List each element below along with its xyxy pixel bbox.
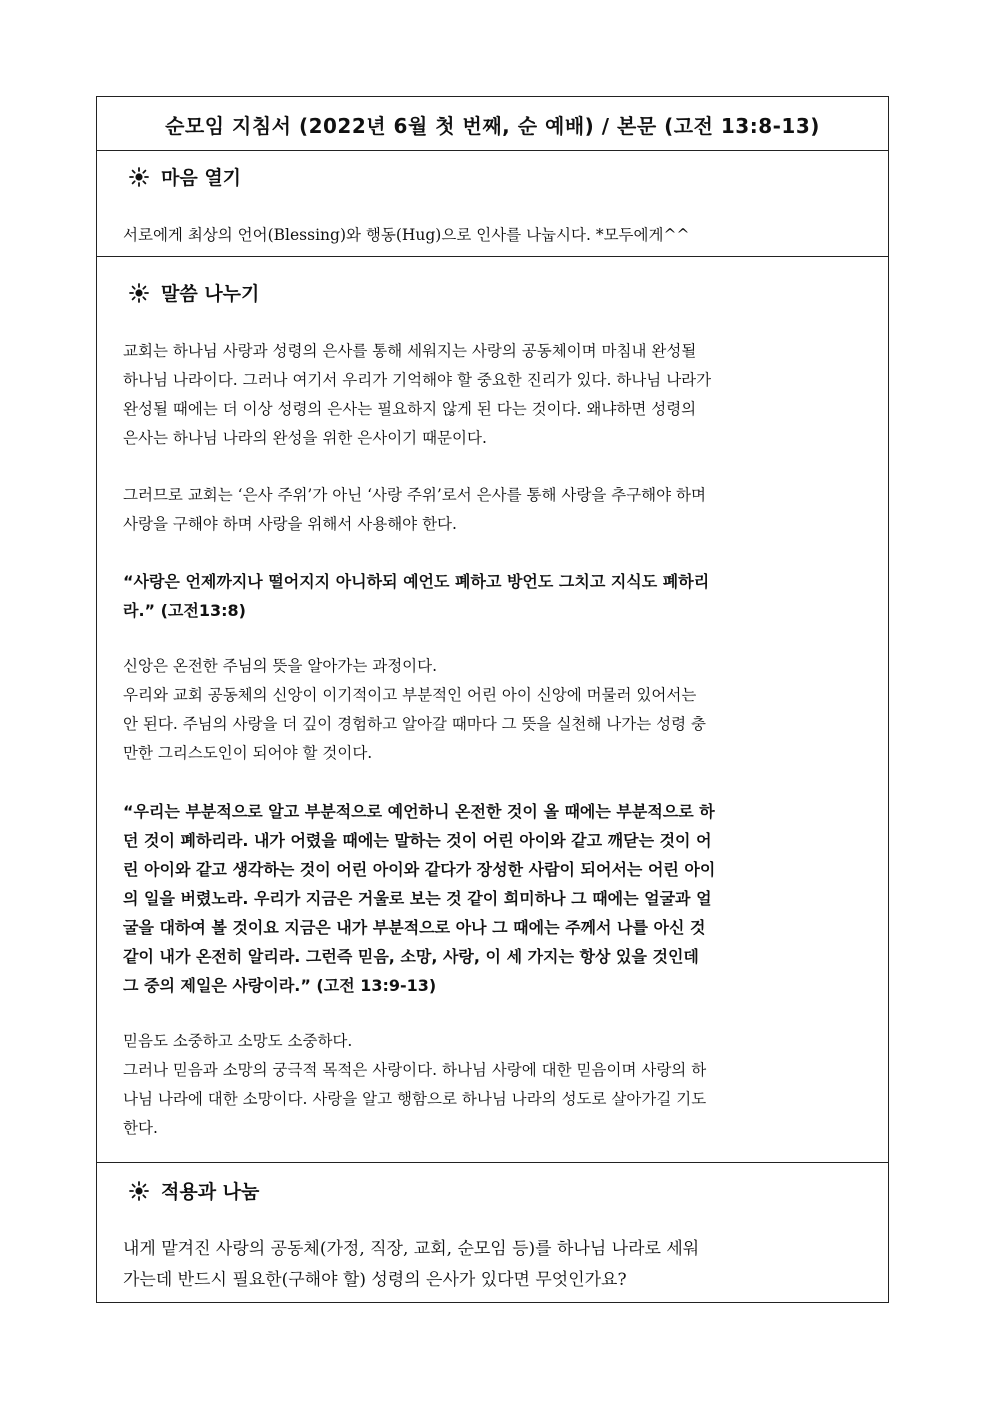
text-line: 만한 그리스도인이 되어야 할 것이다. [123, 744, 373, 762]
text-line: 은사는 하나님 나라의 완성을 위한 은사이기 때문이다. [123, 429, 487, 447]
section-heading-label: 말씀 나누기 [161, 283, 260, 305]
text-line: 완성될 때에는 더 이상 성령의 은사는 필요하지 않게 된 다는 것이다. 왜냐하면 성령의 [123, 400, 697, 418]
section-heading-label: 마음 열기 [161, 167, 242, 189]
document-title: 순모임 지침서 (2022년 6월 첫 번째, 순 예배) / 본문 (고전 13:8-13) [165, 114, 820, 138]
divider [97, 256, 888, 257]
word-paragraph-2 [123, 481, 862, 539]
text-line: 내게 맡겨진 사랑의 공동체(가정, 직장, 교회, 순모임 등)를 하나님 나라로 세워 [123, 1239, 700, 1259]
text-line: 나님 나라에 대한 소망이다. 사랑을 알고 행함으로 하나님 나라의 성도로 살아가길 기도 [123, 1090, 707, 1108]
text-line: 그러나 믿음과 소망의 궁극적 목적은 사랑이다. 하나님 사랑에 대한 믿음이며 사랑의 하 [123, 1061, 707, 1079]
text-line: “사랑은 언제까지나 떨어지지 아니하되 예언도 폐하고 방언도 그치고 지식도 폐하리 [123, 572, 710, 591]
text-line: 가는데 반드시 필요한(구해야 할) 성령의 은사가 있다면 무엇인가요? [123, 1270, 627, 1290]
section-heading-label: 적용과 나눔 [161, 1181, 260, 1203]
open-text: 서로에게 최상의 언어(Blessing)와 행동(Hug)으로 인사를 나눕시다. *모두에게^^ [123, 226, 690, 244]
text-line: “우리는 부분적으로 알고 부분적으로 예언하니 온전한 것이 올 때에는 부분적으로 하 [123, 802, 715, 821]
text-line: 믿음도 소중하고 소망도 소중하다. [123, 1032, 353, 1050]
text-line: 굴을 대하여 볼 것이요 지금은 내가 부분적으로 아나 그 때에는 주께서 나를 아신 것 [123, 918, 706, 937]
document-box [96, 96, 889, 1303]
text-line: 던 것이 폐하리라. 내가 어렸을 때에는 말하는 것이 어린 아이와 같고 깨닫는 것이 어 [123, 831, 712, 850]
section-heading-open [129, 163, 241, 190]
word-paragraph-1 [123, 337, 862, 453]
sun-icon [129, 1181, 149, 1201]
text-line: 하나님 나라이다. 그러나 여기서 우리가 기억해야 할 중요한 진리가 있다. 하나님 나라가 [123, 371, 712, 389]
sun-icon [129, 283, 149, 303]
word-paragraph-4 [123, 1027, 862, 1143]
sun-icon [129, 167, 149, 187]
section-heading-word [129, 279, 259, 306]
text-line: 신앙은 온전한 주님의 뜻을 알아가는 과정이다. [123, 657, 438, 675]
section-heading-apply [129, 1177, 259, 1204]
divider [97, 150, 888, 151]
text-line: 의 일을 버렸노라. 우리가 지금은 거울로 보는 것 같이 희미하나 그 때에는 얼굴과 얼 [123, 889, 712, 908]
text-line: 그러므로 교회는 ‘은사 주위’가 아닌 ‘사랑 주위’로서 은사를 통해 사랑을 추구해야 하며 [123, 486, 706, 504]
text-line: 안 된다. 주님의 사랑을 더 깊이 경험하고 알아갈 때마다 그 뜻을 실천해 나가는 성령 충 [123, 715, 706, 733]
word-paragraph-3 [123, 652, 862, 768]
text-line: 그 중의 제일은 사랑이라.” (고전 13:9-13) [123, 976, 437, 995]
verse-quote-2 [123, 797, 862, 1000]
text-line: 린 아이와 같고 생각하는 것이 어린 아이와 같다가 장성한 사람이 되어서는 어린 아이 [123, 860, 716, 879]
apply-question [123, 1234, 862, 1296]
text-line: 교회는 하나님 사랑과 성령의 은사를 통해 세워지는 사랑의 공동체이며 마침내 완성될 [123, 342, 697, 360]
text-line: 우리와 교회 공동체의 신앙이 이기적이고 부분적인 어린 아이 신앙에 머물러 있어서는 [123, 686, 697, 704]
text-line: 사랑을 구해야 하며 사랑을 위해서 사용해야 한다. [123, 515, 457, 533]
text-line: 라.” (고전13:8) [123, 601, 246, 620]
verse-quote-1 [123, 567, 862, 625]
text-line: 같이 내가 온전히 알리라. 그런즉 믿음, 소망, 사랑, 이 세 가지는 항상 있을 것인데 [123, 947, 699, 966]
text-line: 한다. [123, 1119, 158, 1137]
divider [97, 1162, 888, 1163]
